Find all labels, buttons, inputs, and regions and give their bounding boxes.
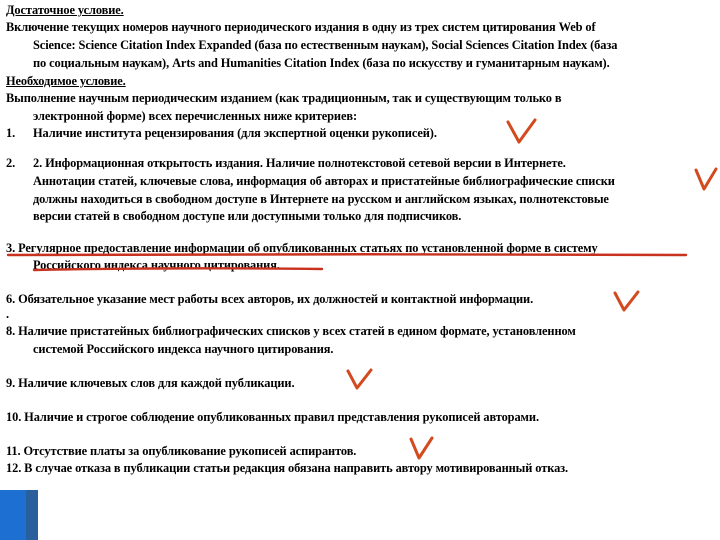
criterion-2-text-line: версии статей в свободном доступе или доступными только для подписчиков. (33, 209, 462, 223)
criterion-12-text: 12. В случае отказа в публикации статьи редакция обязана направить автору мотивированный отказ. (6, 461, 569, 475)
check-mark-icon (408, 436, 436, 462)
criterion-2-number: 2. (6, 156, 16, 170)
criterion-2-text-line: 2. Информационная открытость издания. Наличие полнотекстовой сетевой версии в Интернете. (33, 156, 566, 170)
check-mark-icon (612, 290, 642, 314)
sufficient-condition-heading: Достаточное условие. (6, 3, 124, 17)
check-mark-icon (345, 368, 375, 392)
sufficient-condition-text-line: по социальным наукам), Arts and Humanities Citation Index (база по искусству и гуманитарным наукам). (33, 56, 610, 70)
criterion-3-text-line: Российского индекса научного цитирования. (33, 258, 280, 272)
necessary-condition-heading: Необходимое условие. (6, 74, 126, 88)
criterion-8-text-line: 8. Наличие пристатейных библиографических списков у всех статей в едином формате, установленном (6, 324, 576, 338)
check-mark-icon (693, 167, 719, 193)
decorative-stripe-left (0, 490, 26, 540)
criterion-1-text: Наличие института рецензирования (для экспертной оценки рукописей). (33, 126, 437, 140)
decorative-stripe-right (26, 490, 38, 540)
criterion-dot: . (6, 307, 9, 321)
check-mark-icon (505, 118, 539, 146)
sufficient-condition-text-line: Включение текущих номеров научного периодического издания в одну из трех систем цитирования Web of (6, 20, 596, 34)
criterion-1-number: 1. (6, 126, 16, 140)
criterion-2-text-line: должны находиться в свободном доступе в Интернете на русском и английском языках, полнотекстовые (33, 192, 609, 206)
criterion-2-text-line: Аннотации статей, ключевые слова, информация об авторах и пристатейные библиографические списки (33, 174, 615, 188)
criterion-8-text-line: системой Российского индекса научного цитирования. (33, 342, 334, 356)
criterion-9-text: 9. Наличие ключевых слов для каждой публикации. (6, 376, 295, 390)
criterion-3-text-line: 3. Регулярное предоставление информации об опубликованных статьях по установленной форме в систему (6, 241, 598, 255)
red-underline-mark (0, 252, 700, 274)
criterion-10-text: 10. Наличие и строгое соблюдение опубликованных правил представления рукописей авторами. (6, 410, 539, 424)
criterion-11-text: 11. Отсутствие платы за опубликование рукописей аспирантов. (6, 444, 357, 458)
necessary-condition-intro-line: электронной форме) всех перечисленных ниже критериев: (33, 109, 357, 123)
necessary-condition-intro-line: Выполнение научным периодическим изданием (как традиционным, так и существующим только в (6, 91, 562, 105)
sufficient-condition-text-line: Science: Science Citation Index Expanded (база по естественным наукам), Social Sciences Citation Index (база (33, 38, 618, 52)
criterion-6-text: 6. Обязательное указание мест работы всех авторов, их должностей и контактной информации. (6, 292, 534, 306)
